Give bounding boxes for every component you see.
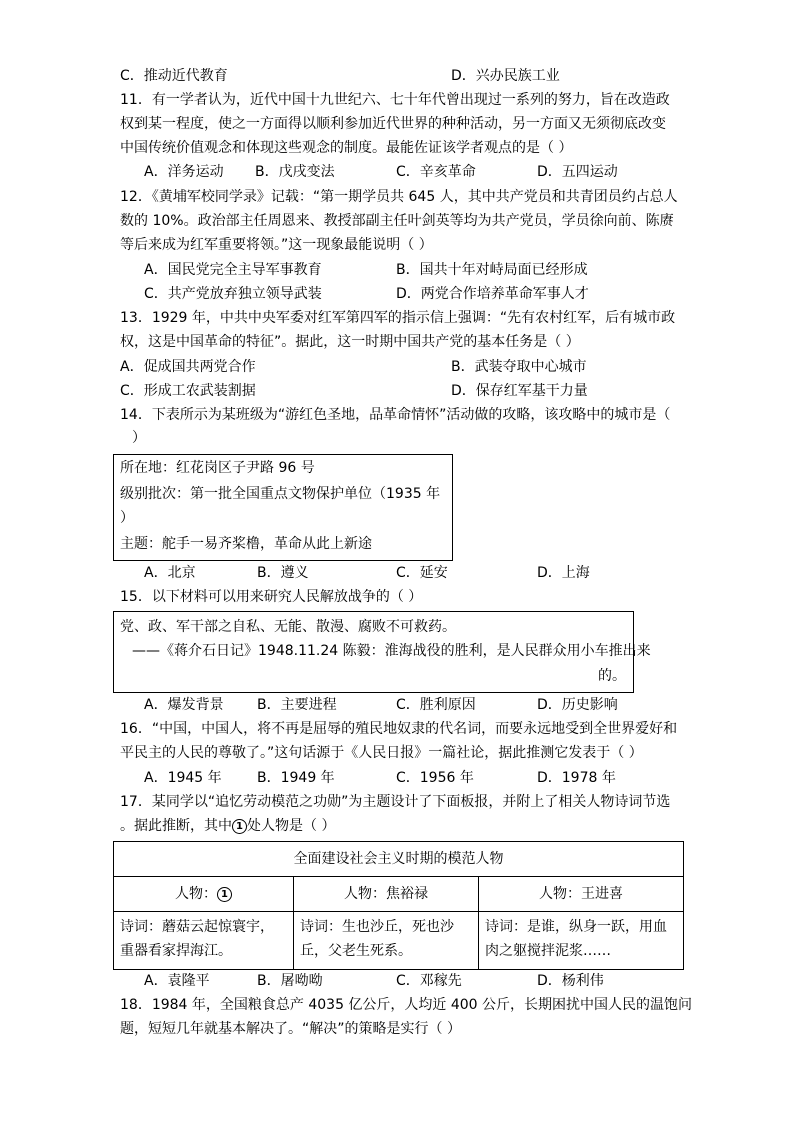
q14-option-b: B．遵义 bbox=[257, 565, 309, 581]
q18-stem-line-1: 18．1984 年，全国粮食总产 4035 亿公斤，人均近 400 公斤，长期困扰中国人民的温饱问 bbox=[120, 997, 693, 1013]
q17-stem-suffix: 处人物是（ ） bbox=[247, 818, 336, 834]
q14-option-d: D．上海 bbox=[537, 565, 590, 581]
q10-option-d: D．兴办民族工业 bbox=[451, 68, 560, 84]
q18-stem-line-2: 题，短短几年就基本解决了。“解决”的策略是实行（ ） bbox=[120, 1021, 461, 1037]
q13-option-b: B．武装夺取中心城市 bbox=[451, 359, 587, 375]
q12-option-d: D．两党合作培养革命军事人才 bbox=[396, 286, 589, 302]
q14-box-location: 所在地：红花岗区子尹路 96 号 bbox=[120, 460, 315, 476]
q17-option-d: D．杨利伟 bbox=[537, 973, 604, 989]
q17-person-3: 人物：王进喜 bbox=[479, 877, 684, 912]
q12-option-b: B．国共十年对峙局面已经形成 bbox=[396, 262, 588, 278]
q14-option-a: A．北京 bbox=[144, 565, 196, 581]
q11-option-c: C．辛亥革命 bbox=[396, 164, 476, 180]
q15-option-d: D．历史影响 bbox=[537, 697, 618, 713]
q15-option-b: B．主要进程 bbox=[257, 697, 337, 713]
q14-box-theme: 主题：舵手一易齐桨橹，革命从此上新途 bbox=[120, 536, 372, 552]
q16-stem-line-2: 平民主的人民的尊敬了。”这句话源于《人民日报》一篇社论，据此推测它发表于（ ） bbox=[120, 745, 643, 761]
q12-stem-line-3: 等后来成为红军重要将领。”这一现象最能说明（ ） bbox=[120, 237, 433, 253]
q17-stem-prefix: 。据此推断，其中 bbox=[120, 818, 232, 834]
q17-person-1-label: 人物： bbox=[175, 886, 217, 902]
q11-option-d: D．五四运动 bbox=[537, 164, 618, 180]
q14-stem-line-1: 14．下表所示为某班级为“游红色圣地，品革命情怀”活动做的攻略，该攻略中的城市是（ bbox=[120, 407, 671, 423]
q14-stem-line-2: ） bbox=[132, 430, 146, 446]
q13-option-a: A．促成国共两党合作 bbox=[120, 359, 256, 375]
q17-model-workers-table bbox=[113, 841, 684, 970]
q15-stem: 15．以下材料可以用来研究人民解放战争的（ ） bbox=[120, 589, 423, 605]
q13-stem-line-1: 13．1929 年，中共中央军委对红军第四军的指示信上强调：“先有农村红军，后有城市政 bbox=[120, 310, 676, 326]
q15-box-line-1: 党、政、军干部之自私、无能、散漫、腐败不可救药。 bbox=[120, 619, 456, 635]
q15-options bbox=[0, 695, 793, 715]
q11-stem-line-2: 权到某一程度，使之一方面得以顺利参加近代世界的种种活动，另一方面又无须彻底改变 bbox=[120, 116, 666, 132]
q12-stem-line-1: 12．《黄埔军校同学录》记载：“第一期学员共 645 人，其中共产党员和共青团员约占总人 bbox=[120, 189, 678, 205]
q17-poem-1: 诗词：蘑菇云起惊寰宇，重器看家捍海江。 bbox=[114, 912, 294, 970]
q16-option-c: C．1956 年 bbox=[396, 770, 474, 786]
q14-box-level: 级别批次：第一批全国重点文物保护单位（1935 年 bbox=[120, 486, 441, 502]
q14-options bbox=[0, 563, 793, 583]
q14-box-level-cont: ） bbox=[120, 510, 134, 526]
q17-option-c: C．邓稼先 bbox=[396, 973, 462, 989]
q13-stem-line-2: 权，这是中国革命的特征”。据此，这一时期中国共产党的基本任务是（ ） bbox=[120, 334, 580, 350]
q15-option-a: A．爆发背景 bbox=[144, 697, 224, 713]
q17-person-1 bbox=[114, 877, 294, 912]
q16-option-b: B．1949 年 bbox=[257, 770, 335, 786]
q15-box-line-2: ——《蒋介石日记》1948.11.24 陈毅：淮海战役的胜利，是人民群众用小车推出来 bbox=[132, 643, 651, 659]
q12-option-a: A．国民党完全主导军事教育 bbox=[144, 262, 322, 278]
q17-option-b: B．屠呦呦 bbox=[257, 973, 323, 989]
q12-stem-line-2: 数的 10%。政治部主任周恩来、教授部副主任叶剑英等均为共产党员，学员徐向前、陈赓 bbox=[120, 213, 674, 229]
q16-option-d: D．1978 年 bbox=[537, 770, 616, 786]
q13-option-d: D．保存红军基干力量 bbox=[451, 383, 588, 399]
q11-option-b: B．戊戌变法 bbox=[255, 164, 335, 180]
q17-poem-2: 诗词：生也沙丘，死也沙丘，父老生死系。 bbox=[294, 912, 479, 970]
q17-stem-line-2 bbox=[120, 816, 335, 836]
q11-options bbox=[0, 162, 793, 182]
q16-options bbox=[0, 768, 793, 788]
q15-material-box bbox=[113, 611, 651, 693]
q13-option-c: C．形成工农武装割据 bbox=[120, 383, 256, 399]
q10-option-c: C．推动近代教育 bbox=[120, 68, 228, 84]
q11-stem-line-1: 11．有一学者认为，近代中国十九世纪六、七十年代曾出现过一系列的努力，旨在改造政 bbox=[120, 92, 670, 108]
q16-option-a: A．1945 年 bbox=[144, 770, 222, 786]
q17-options bbox=[0, 971, 793, 991]
q17-stem-line-1: 17．某同学以“追忆劳动模范之功勋”为主题设计了下面板报，并附上了相关人物诗词节选 bbox=[120, 794, 671, 810]
q12-option-c: C．共产党放弃独立领导武装 bbox=[144, 286, 322, 302]
q11-stem-line-3: 中国传统价值观念和体现这些观念的制度。最能佐证该学者观点的是（ ） bbox=[120, 140, 573, 156]
q15-box-line-3: 的。 bbox=[598, 668, 626, 684]
q17-option-a: A．袁隆平 bbox=[144, 973, 210, 989]
q11-option-a: A．洋务运动 bbox=[144, 164, 224, 180]
q15-option-c: C．胜利原因 bbox=[396, 697, 476, 713]
q17-person-2: 人物：焦裕禄 bbox=[294, 877, 479, 912]
circled-one-marker: 1 bbox=[217, 887, 232, 902]
q17-table-title: 全面建设社会主义时期的模范人物 bbox=[114, 842, 684, 877]
circled-one-marker: 1 bbox=[232, 819, 247, 834]
q14-info-box bbox=[113, 454, 453, 561]
q16-stem-line-1: 16．“中国，中国人，将不再是屈辱的殖民地奴隶的代名词，而要永远地受到全世界爱好和 bbox=[120, 721, 678, 737]
q17-poem-3: 诗词：是谁，纵身一跃，用血肉之躯搅拌泥浆…… bbox=[479, 912, 684, 970]
q14-option-c: C．延安 bbox=[396, 565, 448, 581]
